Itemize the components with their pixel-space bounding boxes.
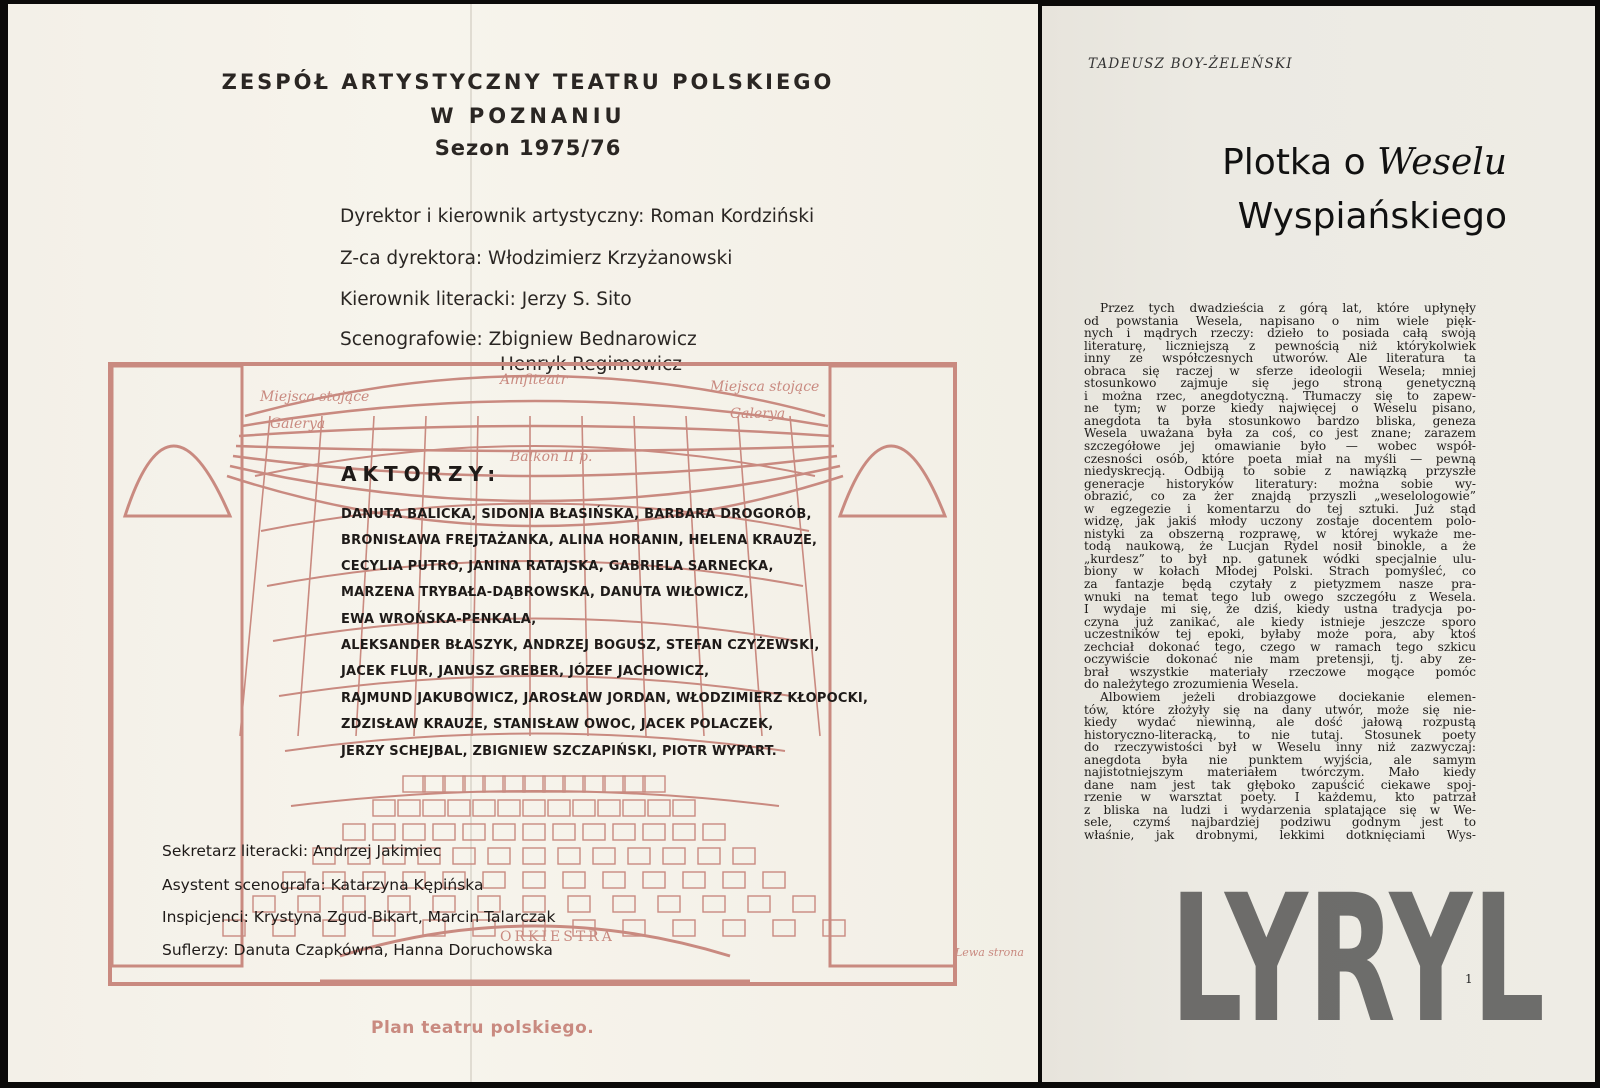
body-line: szczegółowe jej omawianie było — wobec współ- — [1084, 439, 1476, 454]
actor-line: BRONISŁAWA FREJTAŻANKA, ALINA HORANIN, HELENA KRAUZE, — [341, 533, 818, 548]
plan-stroke — [683, 872, 705, 888]
body-line: obraca się raczej w sferze ideologii Wesela; mniej — [1084, 363, 1476, 378]
staff-director: Dyrektor i kierownik artystyczny: Roman Kordziński — [340, 206, 815, 227]
plan-stroke — [583, 824, 605, 840]
plan-stroke — [523, 872, 545, 888]
plan-stroke — [448, 800, 470, 816]
plan-stroke — [443, 776, 465, 792]
plan-stroke — [239, 426, 831, 436]
plan-stroke — [634, 416, 646, 736]
title-prefix: Plotka o — [1222, 142, 1366, 183]
body-line: Wesela uważana była za coś, co jest znane; zarazem — [1084, 426, 1476, 441]
body-line: stosunkowo zajmuje się jego stroną genetyczną — [1084, 376, 1476, 391]
plan-stroke — [723, 872, 745, 888]
actor-line: EWA WROŃSKA-PENKALA, — [341, 612, 537, 627]
body-line: do należytego zrozumienia Wesela. — [1084, 677, 1299, 692]
article-title-line1 — [1222, 142, 1507, 183]
plan-stroke — [648, 800, 670, 816]
body-line: anegdota ta była stosunkowo bardzo bliska, geneza — [1084, 413, 1476, 428]
plan-stroke — [423, 800, 445, 816]
body-line: tów, które złożyły się na dany utwór, może się nie- — [1084, 702, 1476, 717]
plan-stroke — [830, 366, 955, 966]
tech-secretary: Sekretarz literacki: Andrzej Jakimiec — [162, 842, 442, 860]
plan-stroke — [558, 848, 580, 864]
plan-stroke — [548, 800, 570, 816]
plan-stroke — [673, 800, 695, 816]
body-line: oczywiście dokonać nie mam pretensji, tj. aby ze- — [1084, 652, 1476, 667]
body-line: historyczno-literacką, to nie tutaj. Stosunek poety — [1084, 727, 1476, 742]
body-line: kiedy wydać niewinną, ale dość jałową rozpustą — [1084, 715, 1476, 730]
plan-stroke — [483, 776, 505, 792]
plan-stroke — [403, 824, 425, 840]
watermark — [1170, 872, 1550, 1032]
plan-stroke — [125, 446, 230, 516]
actor-line: DANUTA BALICKA, SIDONIA BŁASIŃSKA, BARBARA DROGORÓB, — [341, 507, 812, 522]
body-line: najistotniejszym materiałem twórczym. Mało kiedy — [1084, 765, 1476, 780]
plan-stroke — [628, 848, 650, 864]
plan-stroke — [463, 824, 485, 840]
plan-stroke — [503, 776, 525, 792]
plan-stroke — [703, 896, 725, 912]
plan-stroke — [643, 872, 665, 888]
plan-stroke — [623, 800, 645, 816]
plan-stroke — [498, 800, 520, 816]
plan-stroke — [453, 848, 475, 864]
body-line: nych i mądrych rzeczy: dzieło to posiada całą swoją — [1084, 326, 1476, 341]
author-name: TADEUSZ BOY-ŻELEŃSKI — [1088, 56, 1293, 72]
body-line: „kurdesz” to był np. gatunek wódki specjalnie ulu- — [1084, 551, 1476, 566]
plan-stroke — [473, 800, 495, 816]
plan-stroke — [643, 776, 665, 792]
body-line: czesności osób, które poeta miał na myśli — pewną — [1084, 451, 1476, 466]
actor-line: RAJMUND JAKUBOWICZ, JAROSŁAW JORDAN, WŁODZIMIERZ KŁOPOCKI, — [341, 691, 869, 706]
body-line: anegdota była nie punktem wyjścia, ale samym — [1084, 752, 1476, 767]
body-line: w egzegezie i komentarzu do tej sztuki. Już stąd — [1084, 501, 1476, 516]
plan-label-amphitheatre: Amfiteatr — [500, 372, 568, 388]
body-line: sele, czymś najbardziej podziwu godnym jest to — [1084, 815, 1476, 830]
plan-stroke — [663, 848, 685, 864]
plan-stroke — [583, 776, 605, 792]
plan-stroke — [563, 872, 585, 888]
plan-stroke — [623, 776, 645, 792]
body-line: inny ze współczesnych utworów. Ale literatura ta — [1084, 351, 1476, 366]
left-page — [8, 4, 1038, 1082]
actor-line: MARZENA TRYBAŁA-DĄBROWSKA, DANUTA WIŁOWICZ, — [341, 585, 750, 600]
body-line: I wydaje mi się, że dziś, kiedy ustna tradycja po- — [1084, 602, 1476, 617]
body-line: dane nam jest tak głęboko zapuścić ciekawe spoj- — [1084, 777, 1476, 792]
plan-stroke — [603, 776, 625, 792]
plan-stroke — [433, 824, 455, 840]
plan-stroke — [423, 776, 445, 792]
plan-stroke — [373, 800, 395, 816]
actor-line: ZDZISŁAW KRAUZE, STANISŁAW OWOC, JACEK POLACZEK, — [341, 717, 774, 732]
article-body — [1084, 302, 1476, 842]
plan-stroke — [613, 824, 635, 840]
tech-prompters: Suflerzy: Danuta Czapkówna, Hanna Doruchowska — [162, 941, 553, 959]
plan-stroke — [686, 416, 704, 736]
body-line: Przez tych dwadzieścia z górą lat, które upłynęły — [1100, 301, 1476, 315]
header-city: W POZNANIU — [430, 104, 626, 128]
plan-label-gallery-right: Galerya — [730, 406, 786, 422]
staff-literary: Kierownik literacki: Jerzy S. Sito — [340, 289, 632, 310]
plan-stroke — [643, 824, 665, 840]
plan-stroke — [403, 776, 425, 792]
body-line: rzenie w warsztat poety. I każdemu, kto patrzał — [1084, 790, 1476, 805]
plan-label-orchestra: ORKIESTRA — [500, 929, 615, 945]
body-line: ne tym; w porze kiedy najwięcej o Weselu pisano, — [1084, 401, 1476, 416]
plan-stroke — [373, 824, 395, 840]
plan-stroke — [733, 848, 755, 864]
plan-stroke — [240, 416, 270, 736]
body-line: nistyki za obszerną rozprawę, w której wykaże me- — [1084, 526, 1476, 541]
plan-stroke — [291, 791, 779, 806]
plan-label-balcony: Balkon II p. — [510, 449, 593, 465]
plan-stroke — [573, 800, 595, 816]
actor-line: JERZY SCHEJBAL, ZBIGNIEW SZCZAPIŃSKI, PIOTR WYPART. — [341, 744, 777, 759]
plan-stroke — [230, 466, 840, 501]
plan-label-left-side: Lewa strona — [955, 946, 1024, 959]
body-line: uczestników tej epoki, byłaby może pora, aby ktoś — [1084, 627, 1476, 642]
plan-stroke — [763, 872, 785, 888]
plan-stroke — [703, 824, 725, 840]
plan-stroke — [748, 896, 770, 912]
plan-stroke — [553, 824, 575, 840]
plan-stroke — [613, 896, 635, 912]
plan-stroke — [673, 920, 695, 936]
plan-stroke — [603, 872, 625, 888]
body-line: niedyskrecją. Odbiją to sobie z nawiązką przyszłe — [1084, 464, 1476, 479]
plan-stroke — [823, 920, 845, 936]
body-line: biony w kołach Młodej Polski. Strach pomyśleć, co — [1084, 564, 1476, 579]
plan-stroke — [598, 800, 620, 816]
body-line: generacje historyków literatury: można sobie wy- — [1084, 476, 1476, 491]
plan-stroke — [568, 896, 590, 912]
staff-scenographer: Scenografowie: Zbigniew Bednarowicz — [340, 329, 697, 350]
plan-label-gallery-left: Galerya — [270, 416, 326, 432]
plan-stroke — [483, 872, 505, 888]
body-line: zechciał dokonać tego, czego w ramach tego szkicu — [1084, 639, 1476, 654]
header-season: Sezon 1975/76 — [434, 136, 622, 160]
plan-stroke — [343, 824, 365, 840]
plan-stroke — [840, 446, 945, 516]
title-italic: Weselu — [1377, 142, 1507, 183]
plan-caption: Plan teatru polskiego. — [371, 1018, 595, 1038]
plan-stroke — [398, 800, 420, 816]
body-line: za fantazje będą czytały z pietyzmem nasze pra- — [1084, 577, 1476, 592]
actor-line: ALEKSANDER BŁASZYK, ANDRZEJ BOGUSZ, STEFAN CZYŻEWSKI, — [341, 638, 820, 653]
page-number: 1 — [1465, 972, 1473, 986]
body-line: do rzeczywistości był w Weselu inny niż zazwyczaj: — [1084, 740, 1476, 755]
staff-scenographer-2: Henryk Regimowicz — [500, 354, 682, 375]
body-line: z bliska na ludzi i wydarzenia splatające się w We- — [1084, 802, 1476, 817]
body-line: todą naukową, że Lucjan Rydel nosił binokle, a że — [1084, 539, 1476, 554]
article-title-line2: Wyspiańskiego — [1237, 196, 1507, 237]
plan-stroke — [523, 800, 545, 816]
plan-stroke — [523, 824, 545, 840]
body-line: od powstania Wesela, napisano o nim wiele pięk- — [1084, 313, 1476, 328]
body-line: widzę, jak jakiś młody uczony zostaje docentem polo- — [1084, 514, 1476, 529]
tech-stage-managers: Inspicjenci: Krystyna Zgud-Bikart, Marcin Talarczak — [162, 908, 556, 926]
actors-heading: AKTORZY: — [341, 462, 502, 486]
plan-stroke — [488, 848, 510, 864]
plan-stroke — [773, 920, 795, 936]
body-line: obrazić, co za żer znajdą przyszli „weselologowie” — [1084, 489, 1476, 504]
plan-stroke — [698, 848, 720, 864]
body-line: literaturę, liczniejszą z pewnością niż którykolwiek — [1084, 338, 1476, 353]
plan-stroke — [543, 776, 565, 792]
tech-assistant: Asystent scenografa: Katarzyna Kępińska — [162, 876, 484, 894]
plan-stroke — [790, 416, 820, 736]
plan-stroke — [793, 896, 815, 912]
plan-stroke — [463, 776, 485, 792]
actor-line: CECYLIA PUTRO, JANINA RATAJSKA, GABRIELA SARNECKA, — [341, 559, 774, 574]
actor-line: JACEK FLUR, JANUSZ GREBER, JÓZEF JACHOWICZ, — [341, 664, 710, 679]
plan-stroke — [673, 824, 695, 840]
body-line: i można rzec, anegdotyczną. Tłumaczy się to zapew- — [1084, 388, 1476, 403]
plan-stroke — [563, 776, 585, 792]
plan-stroke — [493, 824, 515, 840]
body-line: czyna już zanikać, ale kiedy istnieje jeszcze sporo — [1084, 614, 1476, 629]
plan-stroke — [723, 920, 745, 936]
plan-label-standing-left: Miejsca stojące — [260, 389, 370, 405]
body-line: wnuki na temat tego lub owego szczegółu z Wesela. — [1084, 589, 1476, 604]
plan-stroke — [523, 848, 545, 864]
body-line: brał wszystkie materiały rzeczowe mogące pomóc — [1084, 664, 1476, 679]
plan-stroke — [658, 896, 680, 912]
header-company: ZESPÓŁ ARTYSTYCZNY TEATRU POLSKIEGO — [221, 70, 835, 94]
staff-deputy: Z-ca dyrektora: Włodzimierz Krzyżanowski — [340, 248, 733, 269]
body-line: właśnie, jak drobnymi, lekkimi dotknięciami Wys- — [1084, 827, 1476, 842]
body-line: Albowiem jeżeli drobiazgowe dociekanie elemen- — [1100, 689, 1476, 704]
plan-label-standing-right: Miejsca stojące — [710, 379, 820, 395]
plan-stroke — [593, 848, 615, 864]
watermark-text: LYRYL — [1170, 872, 1545, 1032]
plan-stroke — [523, 776, 545, 792]
